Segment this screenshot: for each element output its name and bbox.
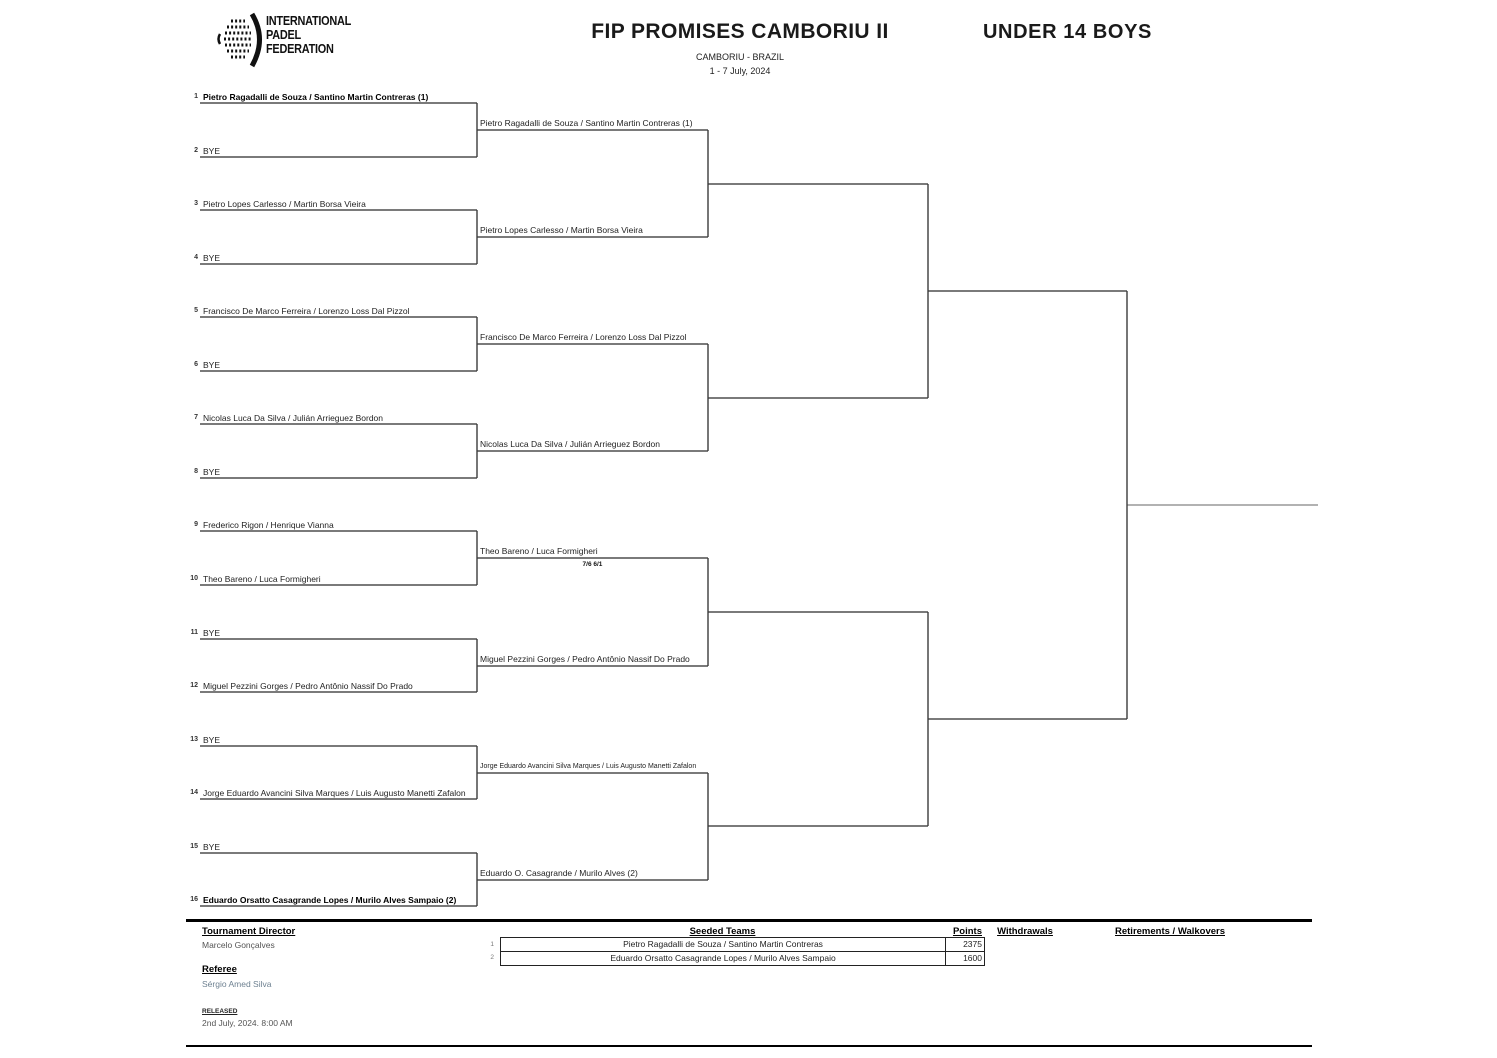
tournament-location: CAMBORIU - BRAZIL <box>695 52 785 62</box>
seeded-team-row <box>501 938 984 951</box>
team-name: Eduardo Orsatto Casagrande Lopes / Murilo Alves Sampaio (2) <box>203 895 457 905</box>
team-name: Pietro Lopes Carlesso / Martin Borsa Vieira <box>203 199 366 209</box>
team-name: Francisco De Marco Ferreira / Lorenzo Loss Dal Pizzol <box>203 306 410 316</box>
draw-entry-15 <box>180 840 220 853</box>
seeded-teams-table <box>500 937 985 966</box>
team-name: BYE <box>203 735 221 745</box>
entry-number: 12 <box>190 682 198 689</box>
team-name: BYE <box>203 628 221 638</box>
entry-number: 3 <box>194 200 198 207</box>
round2-winner-2: Pietro Lopes Carlesso / Martin Borsa Vieira <box>480 225 643 235</box>
logo-line: FEDERATION <box>266 41 334 56</box>
entry-number: 13 <box>190 736 198 743</box>
draw-entry-5 <box>180 304 409 317</box>
draw-entry-4 <box>180 251 220 264</box>
draw-entry-8 <box>180 465 220 478</box>
released-heading: RELEASED <box>202 1008 238 1015</box>
draw-entry-3 <box>180 197 366 210</box>
entry-number: 5 <box>194 307 198 314</box>
entry-number: 14 <box>190 789 198 796</box>
tournament-title: FIP PROMISES CAMBORIU II <box>591 20 889 43</box>
team-name: Theo Bareno / Luca Formigheri <box>203 574 321 584</box>
draw-entry-16 <box>180 893 456 906</box>
team-name: BYE <box>203 146 221 156</box>
logo-line: PADEL <box>266 27 301 42</box>
retirements-walkovers-heading: Retirements / Walkovers <box>1115 926 1225 937</box>
round2-winner-4: Nicolas Luca Da Silva / Julián Arrieguez Bordon <box>480 439 661 449</box>
draw-category: UNDER 14 BOYS <box>983 21 1152 43</box>
team-name: Frederico Rigon / Henrique Vianna <box>203 520 334 530</box>
entry-number: 7 <box>194 414 198 421</box>
match-score: 7/6 6/1 <box>582 561 603 568</box>
round2-winner-6: Miguel Pezzini Gorges / Pedro Antônio Nassif Do Prado <box>480 654 690 664</box>
round2-winner-1: Pietro Ragadalli de Souza / Santino Martin Contreras (1) <box>480 118 693 128</box>
draw-entry-14 <box>180 786 466 799</box>
entry-number: 9 <box>194 521 198 528</box>
team-name: Pietro Ragadalli de Souza / Santino Martin Contreras (1) <box>203 92 429 102</box>
round2-winner-5: Theo Bareno / Luca Formigheri <box>480 546 598 556</box>
team-name: BYE <box>203 467 221 477</box>
entry-number: 6 <box>194 361 198 368</box>
tournament-dates: 1 - 7 July, 2024 <box>709 66 771 76</box>
seeded-team-name: Pietro Ragadalli de Souza / Santino Martin Contreras <box>501 938 946 951</box>
seeded-team-name: Eduardo Orsatto Casagrande Lopes / Murilo Alves Sampaio <box>501 952 946 965</box>
entry-number: 2 <box>194 147 198 154</box>
team-name: Jorge Eduardo Avancini Silva Marques / Luis Augusto Manetti Zafalon <box>203 788 466 798</box>
draw-entry-6 <box>180 358 220 371</box>
round2-winner-7: Jorge Eduardo Avancini Silva Marques / Luis Augusto Manetti Zafalon <box>480 763 697 770</box>
team-name: Nicolas Luca Da Silva / Julián Arrieguez Bordon <box>203 413 384 423</box>
entry-number: 10 <box>190 575 198 582</box>
entry-number: 8 <box>194 468 198 475</box>
team-name: Miguel Pezzini Gorges / Pedro Antônio Nassif Do Prado <box>203 681 413 691</box>
withdrawals-heading: Withdrawals <box>997 926 1053 937</box>
entry-number: 11 <box>190 629 198 636</box>
draw-entry-1 <box>180 90 428 103</box>
points-heading: Points <box>952 926 982 937</box>
entry-number: 1 <box>194 93 198 100</box>
footer-top-rule <box>186 919 1312 922</box>
draw-entry-10 <box>180 572 321 585</box>
draw-entry-13 <box>180 733 220 746</box>
entry-number: 16 <box>190 896 198 903</box>
seed-row-number: 2 <box>490 954 494 961</box>
team-name: BYE <box>203 360 221 370</box>
logo-line: INTERNATIONAL <box>266 13 352 28</box>
referee-name: Sérgio Amed Silva <box>202 979 272 989</box>
team-name: BYE <box>203 842 221 852</box>
footer-bottom-rule <box>186 1045 1312 1047</box>
seeded-team-points: 1600 <box>963 953 982 963</box>
draw-entry-9 <box>180 518 334 531</box>
round2-winner-3: Francisco De Marco Ferreira / Lorenzo Loss Dal Pizzol <box>480 332 687 342</box>
referee-heading: Referee <box>202 964 237 975</box>
draw-entry-11 <box>180 626 220 639</box>
draw-entry-7 <box>180 411 383 424</box>
seeded-teams-heading: Seeded Teams <box>689 926 756 937</box>
draw-entry-2 <box>180 144 220 157</box>
draw-entry-12 <box>180 679 413 692</box>
tournament-director-heading: Tournament Director <box>202 926 296 937</box>
seeded-team-points: 2375 <box>963 939 982 949</box>
team-name: BYE <box>203 253 221 263</box>
released-datetime: 2nd July, 2024. 8:00 AM <box>202 1018 293 1028</box>
seed-row-number: 1 <box>490 941 494 948</box>
tournament-director-name: Marcelo Gonçalves <box>202 940 275 950</box>
seeded-team-row <box>501 951 984 965</box>
entry-number: 4 <box>194 254 198 261</box>
round2-winner-8: Eduardo O. Casagrande / Murilo Alves (2) <box>480 868 638 878</box>
entry-number: 15 <box>190 843 198 850</box>
